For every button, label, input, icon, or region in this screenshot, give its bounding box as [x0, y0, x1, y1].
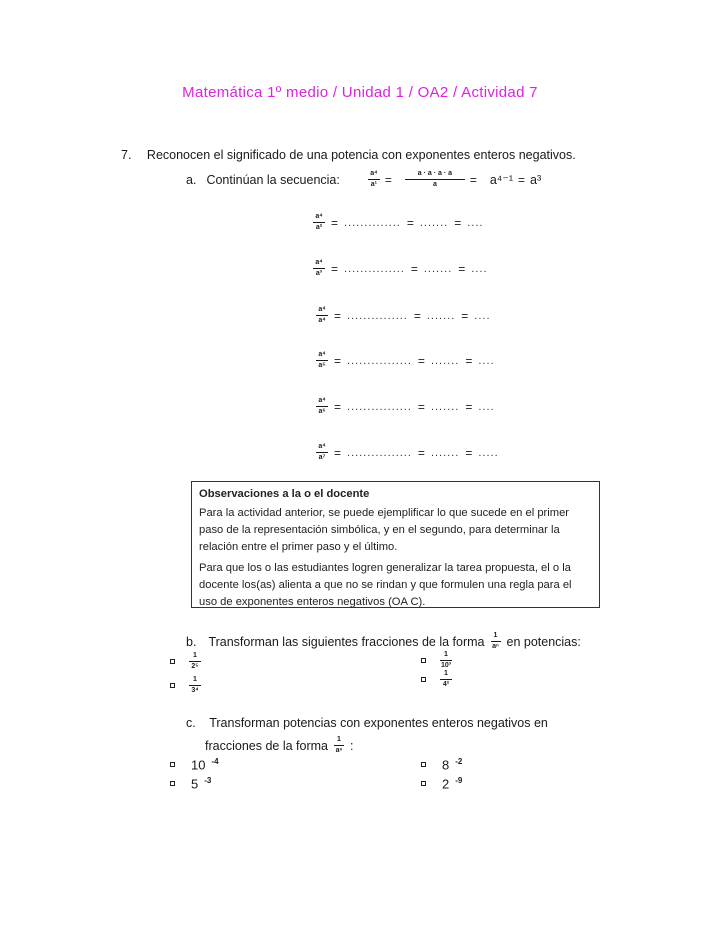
part-a-text: Continúan la secuencia:: [206, 172, 340, 187]
form-fraction: $\frac{1}{\text{aⁿ}}$: [335, 736, 343, 754]
observations-paragraph-2: Para que los o las estudiantes logren generalizar la tarea propuesta, el o la docente los(as) alienta a que no se rindan y que formulen una regla para el uso de exponentes enteros negativos (OA C).: [199, 562, 572, 608]
part-a-header: [186, 170, 541, 189]
question-7: [121, 148, 576, 162]
example-fraction: $\frac{\text{a⁴}}{\text{a¹}}$: [368, 170, 380, 189]
answer-blank[interactable]: .....: [478, 446, 499, 459]
answer-blank[interactable]: .......: [423, 262, 453, 275]
answer-blank[interactable]: .......: [426, 309, 456, 322]
sequence-row: $\frac{\text{a⁴}}{\text{a⁴}}$ = ............... = ....... = ....: [316, 306, 491, 325]
answer-blank[interactable]: ...............: [344, 262, 405, 275]
sequence-row: $\frac{\text{a⁴}}{\text{a⁵}}$ = ................ = ....... = ....: [316, 351, 495, 370]
expanded-fraction: $\frac{a \cdot a \cdot a \cdot a}{a}$: [405, 170, 465, 189]
part-c-text-line-1: Transforman potencias con exponentes enteros negativos en: [209, 716, 548, 730]
observations-paragraph-1: Para la actividad anterior, se puede ejemplificar lo que sucede en el primer paso de la representación simbólica, y en el segundo, para determinar la relación entre el primer paso y el último.: [199, 507, 570, 553]
sequence-row: $\frac{\text{a⁴}}{\text{a⁷}}$ = ................ = ....... = .....: [316, 443, 499, 462]
example-equation: $\frac{\text{a⁴}}{\text{a¹}}$ = $\frac{a \cdot a \cdot a \cdot a}{a}$ = a⁴⁻¹ = a³: [368, 170, 541, 189]
part-c-item: 2 $^{-9}$: [421, 776, 462, 791]
answer-blank[interactable]: ................: [347, 400, 412, 413]
answer-blank[interactable]: ....: [478, 354, 495, 367]
part-b-header: [186, 632, 581, 651]
question-number: 7.: [121, 148, 132, 162]
bullet-icon: [170, 659, 175, 664]
part-b-text: Transforman las siguientes fracciones de la forma: [208, 634, 485, 649]
answer-blank[interactable]: .......: [430, 354, 460, 367]
part-c-header: [186, 716, 548, 730]
part-c-label: c.: [186, 716, 196, 730]
teacher-observations-box: [191, 481, 600, 608]
answer-blank[interactable]: ................: [347, 354, 412, 367]
part-b-item: $\frac{1}{\text{4²}}$: [421, 670, 452, 689]
answer-blank[interactable]: ...............: [347, 309, 408, 322]
question-text: Reconocen el significado de una potencia con exponentes enteros negativos.: [146, 148, 576, 162]
answer-blank[interactable]: .......: [430, 400, 460, 413]
bullet-icon: [421, 658, 426, 663]
answer-blank[interactable]: ....: [467, 216, 484, 229]
example-result: a³: [530, 172, 542, 187]
example-step: a⁴⁻¹: [489, 173, 513, 187]
bullet-icon: [170, 781, 175, 786]
sequence-row: $\frac{\text{a⁴}}{\text{a³}}$ = ............... = ....... = ....: [313, 259, 488, 278]
answer-blank[interactable]: .......: [419, 216, 449, 229]
bullet-icon: [421, 677, 426, 682]
answer-blank[interactable]: ....: [474, 309, 491, 322]
answer-blank[interactable]: ..............: [344, 216, 401, 229]
sequence-row: $\frac{\text{a⁴}}{\text{a⁶}}$ = ................ = ....... = ....: [316, 397, 495, 416]
answer-blank[interactable]: ................: [347, 446, 412, 459]
page-header-title: Matemática 1º medio / Unidad 1 / OA2 / Actividad 7: [182, 84, 538, 101]
part-c-header-line-2: fracciones de la forma $\frac{1}{\text{aⁿ}}$ :: [205, 736, 354, 754]
bullet-icon: [170, 762, 175, 767]
bullet-icon: [170, 683, 175, 688]
bullet-icon: [421, 781, 426, 786]
part-b-item: $\frac{1}{\text{2⁵}}$: [170, 652, 201, 671]
sequence-row: $\frac{\text{a⁴}}{\text{a²}}$ = .............. = ....... = ....: [313, 213, 483, 232]
answer-blank[interactable]: ....: [471, 262, 488, 275]
part-b-text-after: en potencias:: [506, 634, 581, 649]
bullet-icon: [421, 762, 426, 767]
part-b-label: b.: [186, 634, 197, 649]
part-c-text-line-2: fracciones de la forma: [205, 738, 328, 753]
form-fraction: $\frac{1}{\text{aⁿ}}$: [492, 632, 499, 650]
answer-blank[interactable]: ....: [478, 400, 495, 413]
part-b-item: $\frac{1}{\text{3⁴}}$: [170, 676, 201, 695]
part-b-item: $\frac{1}{\text{10³}}$: [421, 651, 452, 670]
answer-blank[interactable]: .......: [430, 446, 460, 459]
part-a-label: a.: [186, 172, 197, 187]
part-c-item: 5 $^{-3}$: [170, 776, 211, 791]
part-c-item: 8 $^{-2}$: [421, 757, 462, 772]
part-c-item: 10 $^{-4}$: [170, 757, 219, 772]
observations-title: Observaciones a la o el docente: [199, 488, 370, 500]
